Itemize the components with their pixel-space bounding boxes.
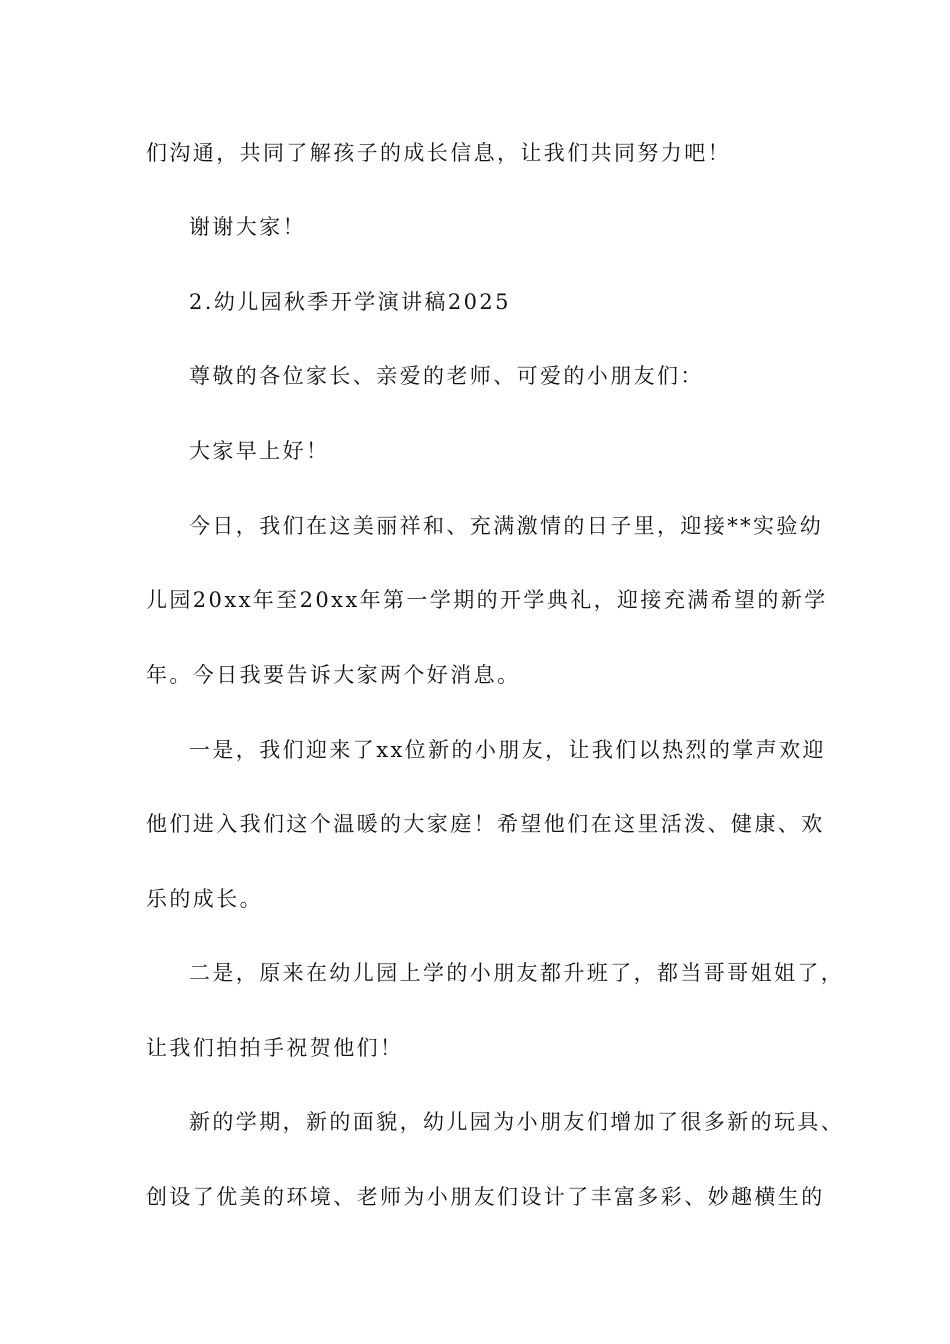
text-line: 他们进入我们这个温暖的大家庭！希望他们在这里活泼、健康、欢 <box>146 812 825 836</box>
text-line: 们沟通，共同了解孩子的成长信息，让我们共同努力吧！ <box>146 141 731 165</box>
text-line: 尊敬的各位家长、亲爱的老师、可爱的小朋友们： <box>189 364 704 388</box>
text-line: 谢谢大家！ <box>189 215 306 239</box>
text-line: 年。今日我要告诉大家两个好消息。 <box>146 663 521 687</box>
text-line: 乐的成长。 <box>146 887 263 911</box>
text-line: 今日，我们在这美丽祥和、充满激情的日子里，迎接**实验幼 <box>189 514 824 538</box>
section-heading: 2.幼儿园秋季开学演讲稿2025 <box>189 290 511 314</box>
text-line: 新的学期，新的面貌，幼儿园为小朋友们增加了很多新的玩具、 <box>189 1110 845 1134</box>
text-line: 儿园20xx年至20xx年第一学期的开学典礼，迎接充满希望的新学 <box>146 588 828 612</box>
text-line: 大家早上好！ <box>189 439 330 463</box>
text-line: 一是，我们迎来了xx位新的小朋友，让我们以热烈的掌声欢迎 <box>189 738 826 762</box>
text-line: 创设了优美的环境、老师为小朋友们设计了丰富多彩、妙趣横生的 <box>146 1185 825 1209</box>
text-line: 让我们拍拍手祝贺他们！ <box>146 1036 404 1060</box>
text-line: 二是，原来在幼儿园上学的小朋友都升班了，都当哥哥姐姐了， <box>189 961 845 985</box>
